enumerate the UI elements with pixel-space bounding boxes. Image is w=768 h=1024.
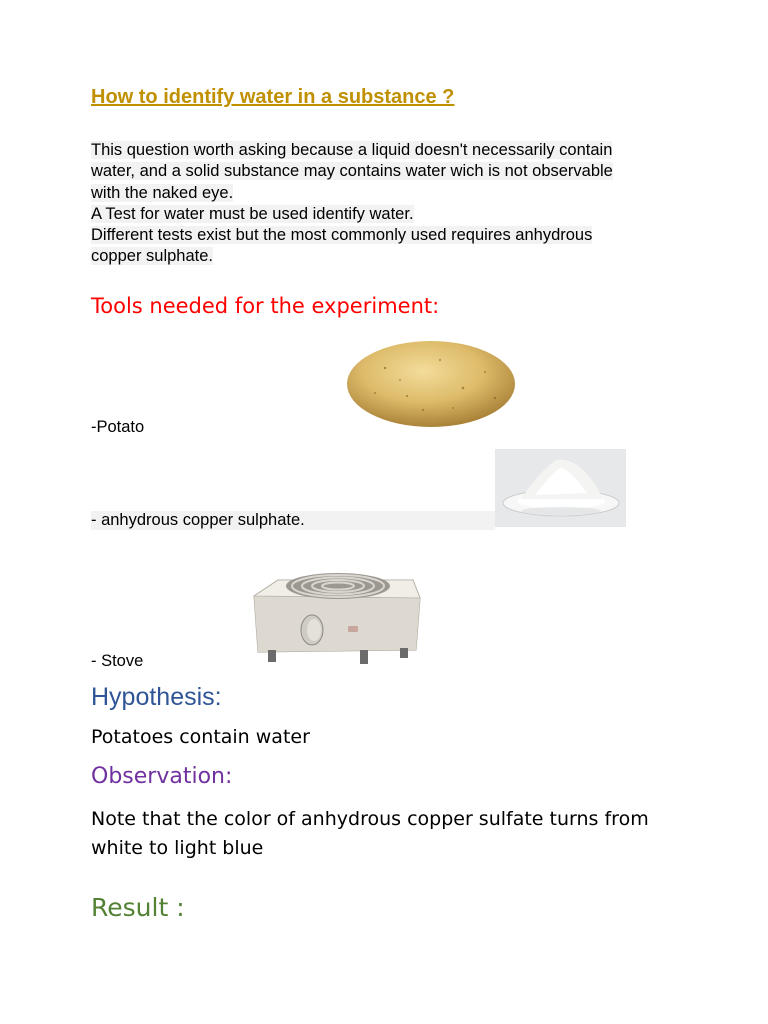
intro-paragraph <box>91 140 681 268</box>
intro-line: water, and a solid substance may contains water wich is not observable <box>91 162 613 181</box>
document-title: How to identify water in a substance ? <box>91 86 455 108</box>
potato-image <box>345 338 517 430</box>
intro-line: This question worth asking because a liquid doesn't necessarily contain <box>91 141 613 159</box>
observation-heading: Observation: <box>91 764 233 789</box>
copper-sulphate-powder-image <box>495 449 626 527</box>
hypothesis-heading: Hypothesis: <box>91 683 222 711</box>
tool-label-potato: -Potato <box>91 418 145 436</box>
tool-label-copper-sulphate: - anhydrous copper sulphate. <box>91 511 495 530</box>
electric-stove-image <box>248 540 424 670</box>
intro-line: with the naked eye. <box>91 183 234 202</box>
observation-text: Note that the color of anhydrous copper sulfate turns from white to light blue <box>91 808 649 859</box>
hypothesis-text: Potatoes contain water <box>91 726 310 748</box>
intro-line: copper sulphate. <box>91 247 214 266</box>
intro-line: A Test for water must be used identify water. <box>91 204 414 223</box>
tool-label-stove: - Stove <box>91 652 144 670</box>
intro-line: Different tests exist but the most commonly used requires anhydrous <box>91 226 593 245</box>
result-heading: Result : <box>91 893 185 922</box>
tools-heading: Tools needed for the experiment: <box>91 294 440 318</box>
